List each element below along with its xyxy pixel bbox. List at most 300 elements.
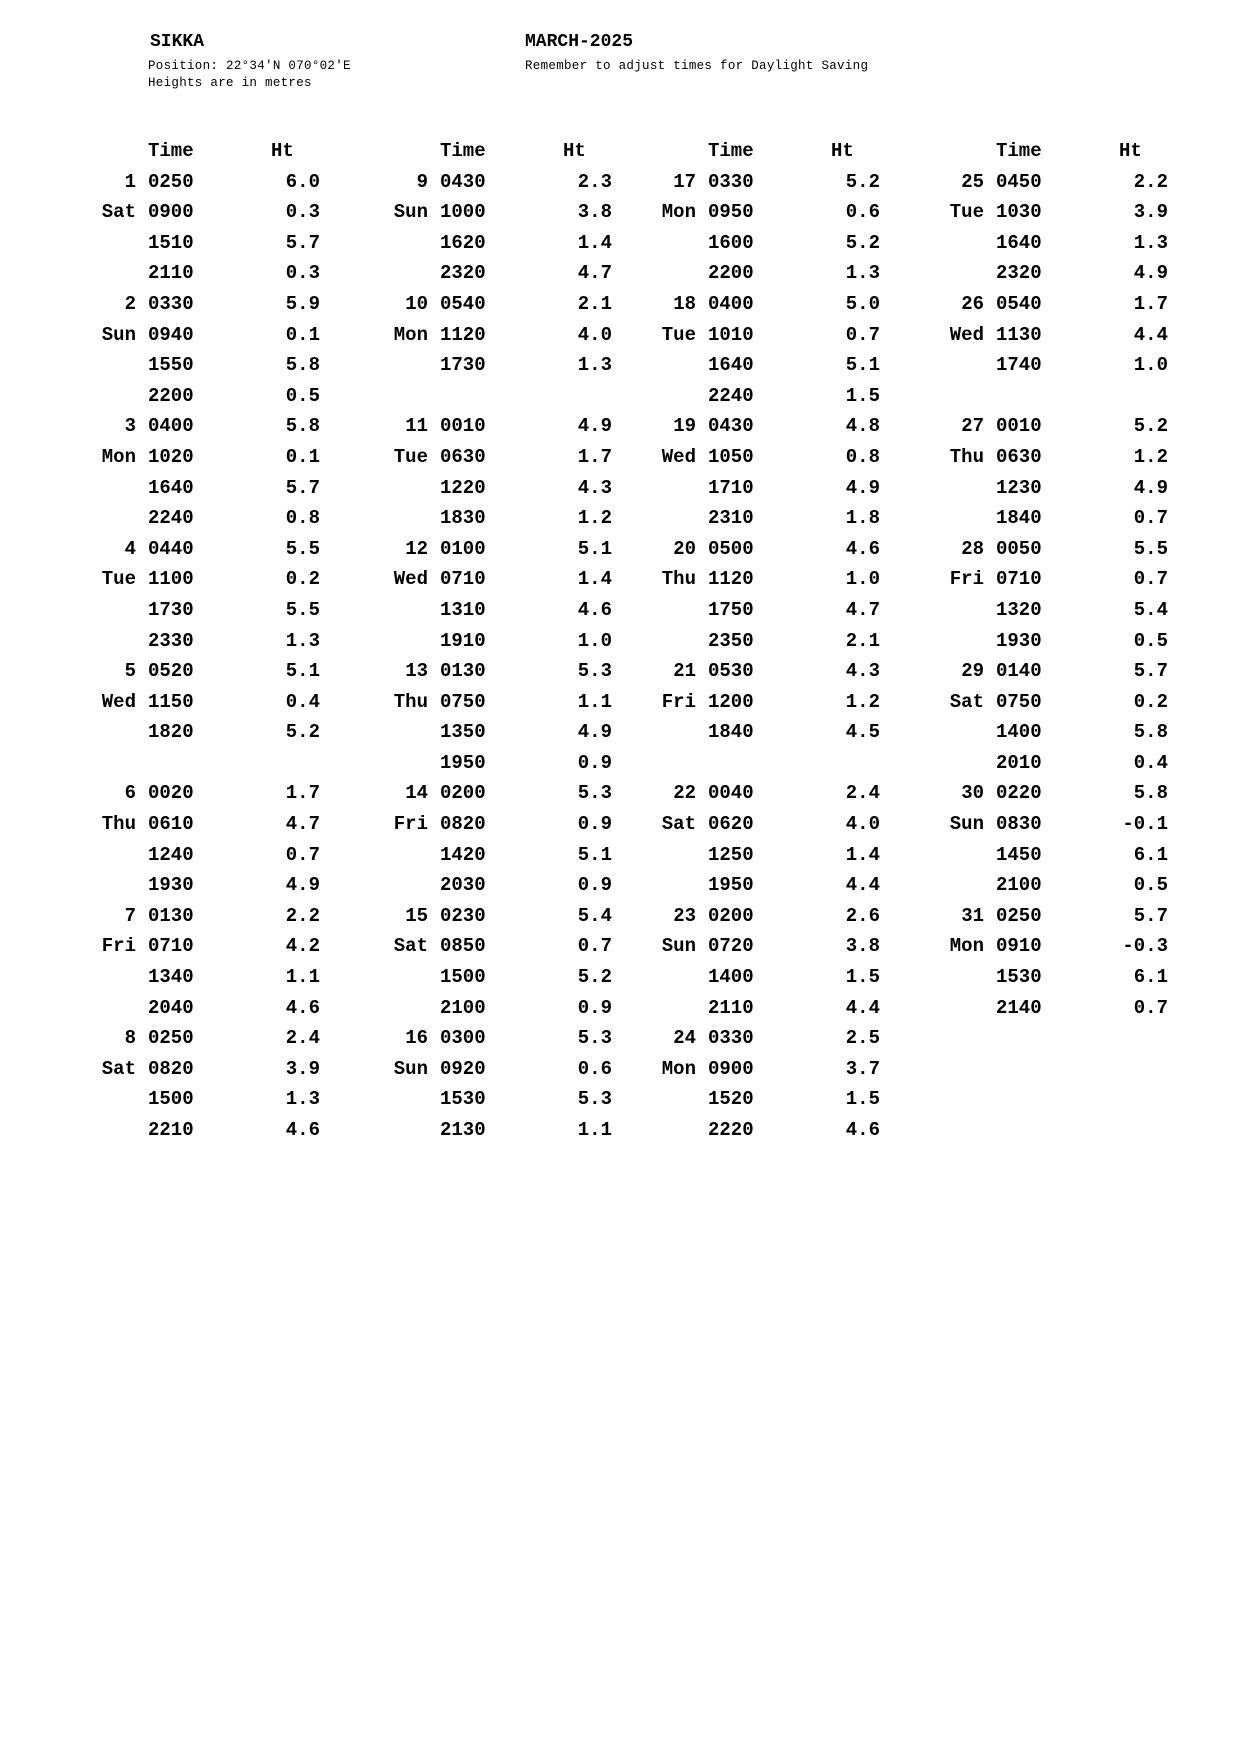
height-header: Ht xyxy=(831,140,854,162)
day-number: 10 xyxy=(405,292,428,315)
column-header xyxy=(98,140,378,171)
tide-height: 2.4 xyxy=(285,1027,320,1050)
tide-rows xyxy=(390,171,670,1150)
tide-row xyxy=(946,507,1226,538)
tide-row xyxy=(946,415,1226,446)
day-of-week: Wed xyxy=(661,445,696,468)
tide-height: 5.3 xyxy=(577,1027,612,1050)
tide-row xyxy=(658,752,938,783)
heights-note: Heights are in metres xyxy=(148,76,312,90)
tide-row xyxy=(658,324,938,355)
tide-height: 1.3 xyxy=(577,354,612,377)
day-of-week: Mon xyxy=(661,1057,696,1080)
tide-row xyxy=(390,599,670,630)
tide-row xyxy=(98,813,378,844)
day-of-week: Thu xyxy=(393,690,428,713)
tide-row xyxy=(390,935,670,966)
tide-time: 1450 xyxy=(996,843,1042,866)
tide-height: 4.4 xyxy=(845,996,880,1019)
day-number: 18 xyxy=(673,292,696,315)
tide-height: 5.2 xyxy=(845,170,880,193)
tide-time: 0540 xyxy=(996,292,1042,315)
tide-height: 4.2 xyxy=(285,935,320,958)
tide-row xyxy=(658,966,938,997)
tide-height: 3.9 xyxy=(1133,201,1168,224)
day-of-week: Wed xyxy=(101,690,136,713)
tide-time: 0250 xyxy=(996,904,1042,927)
tide-time: 0710 xyxy=(440,568,486,591)
day-number: 30 xyxy=(961,782,984,805)
day-number: 5 xyxy=(124,660,136,683)
tide-time: 0400 xyxy=(708,292,754,315)
tide-row xyxy=(390,966,670,997)
month-title: MARCH-2025 xyxy=(525,32,634,52)
tide-time: 2210 xyxy=(148,1119,194,1141)
time-header: Time xyxy=(148,140,194,162)
tide-time: 1200 xyxy=(708,690,754,713)
day-number: 2 xyxy=(124,292,136,315)
tide-height: 1.0 xyxy=(1133,354,1168,377)
tide-time: 2110 xyxy=(708,996,754,1019)
tide-height: 5.8 xyxy=(1133,782,1168,805)
day-number: 11 xyxy=(405,415,428,438)
tide-row xyxy=(390,171,670,202)
day-number: 6 xyxy=(124,782,136,805)
height-header: Ht xyxy=(563,140,586,162)
tide-height: 1.0 xyxy=(845,568,880,591)
tide-height: 4.7 xyxy=(285,813,320,836)
day-of-week: Sun xyxy=(661,935,696,958)
tide-height: 4.3 xyxy=(845,660,880,683)
tide-row xyxy=(658,844,938,875)
tide-time: 0500 xyxy=(708,537,754,560)
tide-time: 0010 xyxy=(440,415,486,438)
tide-row xyxy=(98,538,378,569)
tide-height: 4.7 xyxy=(845,598,880,621)
tide-time: 0450 xyxy=(996,170,1042,193)
tide-height: 4.6 xyxy=(845,537,880,560)
tide-row xyxy=(390,1058,670,1089)
tide-time: 2140 xyxy=(996,996,1042,1019)
tide-time: 0050 xyxy=(996,537,1042,560)
tide-height: 5.5 xyxy=(285,537,320,560)
tide-time: 0220 xyxy=(996,782,1042,805)
tide-time: 1220 xyxy=(440,476,486,499)
station-name: SIKKA xyxy=(150,32,205,52)
tide-height: -0.1 xyxy=(1122,813,1168,836)
tide-row xyxy=(946,997,1226,1028)
tide-time: 1500 xyxy=(148,1088,194,1111)
tide-row xyxy=(390,262,670,293)
tide-row xyxy=(98,354,378,385)
tide-row xyxy=(946,874,1226,905)
day-of-week: Sat xyxy=(101,201,136,224)
height-header: Ht xyxy=(1119,140,1142,162)
tide-row xyxy=(658,691,938,722)
tide-time: 0430 xyxy=(440,170,486,193)
tide-row xyxy=(658,1088,938,1119)
day-number: 19 xyxy=(673,415,696,438)
tide-row xyxy=(946,782,1226,813)
tide-height: 5.1 xyxy=(577,537,612,560)
tide-time: 0430 xyxy=(708,415,754,438)
tide-row xyxy=(658,1027,938,1058)
tide-row xyxy=(658,171,938,202)
tide-height: 0.4 xyxy=(1133,751,1168,774)
tide-height: 0.6 xyxy=(845,201,880,224)
tide-height: -0.3 xyxy=(1122,935,1168,958)
day-of-week: Sun xyxy=(949,813,984,836)
tide-height: 3.8 xyxy=(845,935,880,958)
tide-row xyxy=(98,1119,378,1150)
day-of-week: Thu xyxy=(101,813,136,836)
tide-height: 0.2 xyxy=(1133,690,1168,713)
tide-height: 4.9 xyxy=(285,874,320,897)
tide-time: 2110 xyxy=(148,262,194,285)
tide-time: 2240 xyxy=(148,507,194,530)
tide-height: 5.9 xyxy=(285,292,320,315)
tide-height: 0.1 xyxy=(285,445,320,468)
tide-height: 0.7 xyxy=(285,843,320,866)
tide-time: 1750 xyxy=(708,598,754,621)
day-number: 28 xyxy=(961,537,984,560)
tide-row xyxy=(98,201,378,232)
tide-height: 1.1 xyxy=(577,690,612,713)
tide-time: 1520 xyxy=(708,1088,754,1111)
day-number: 27 xyxy=(961,415,984,438)
tide-time: 0130 xyxy=(440,660,486,683)
tide-height: 5.5 xyxy=(285,598,320,621)
tide-row xyxy=(658,997,938,1028)
tide-row xyxy=(658,599,938,630)
day-number: 1 xyxy=(124,170,136,193)
tide-row xyxy=(390,201,670,232)
tide-row xyxy=(390,752,670,783)
tide-row xyxy=(946,477,1226,508)
tide-height: 2.4 xyxy=(845,782,880,805)
tide-time: 0330 xyxy=(708,1027,754,1050)
tide-row xyxy=(98,232,378,263)
day-of-week: Thu xyxy=(949,445,984,468)
tide-time: 0100 xyxy=(440,537,486,560)
tide-time: 0540 xyxy=(440,292,486,315)
tide-height: 4.6 xyxy=(845,1119,880,1141)
dst-note: Remember to adjust times for Daylight Saving xyxy=(525,59,869,73)
tide-row xyxy=(946,385,1226,416)
tide-row xyxy=(390,1119,670,1150)
tide-row xyxy=(98,507,378,538)
tide-time: 1240 xyxy=(148,843,194,866)
tide-time: 1550 xyxy=(148,354,194,377)
tide-height: 5.8 xyxy=(285,415,320,438)
tide-time: 2240 xyxy=(708,384,754,407)
tide-time: 1930 xyxy=(996,629,1042,652)
tide-row xyxy=(98,324,378,355)
tide-time: 0040 xyxy=(708,782,754,805)
tide-row xyxy=(658,630,938,661)
tide-row xyxy=(390,568,670,599)
tide-row xyxy=(390,415,670,446)
day-of-week: Tue xyxy=(393,445,428,468)
tide-rows xyxy=(658,171,938,1150)
tide-time: 0910 xyxy=(996,935,1042,958)
tide-height: 1.4 xyxy=(577,568,612,591)
tide-height: 5.7 xyxy=(1133,904,1168,927)
tide-row xyxy=(98,905,378,936)
tide-time: 0250 xyxy=(148,170,194,193)
tide-height: 5.7 xyxy=(1133,660,1168,683)
tide-row xyxy=(946,844,1226,875)
day-number: 7 xyxy=(124,904,136,927)
tide-height: 2.6 xyxy=(845,904,880,927)
tide-row xyxy=(946,752,1226,783)
tide-height: 6.0 xyxy=(285,170,320,193)
tide-row xyxy=(658,905,938,936)
day-of-week: Sat xyxy=(101,1057,136,1080)
tide-height: 5.1 xyxy=(577,843,612,866)
tide-row xyxy=(946,599,1226,630)
tide-time: 0850 xyxy=(440,935,486,958)
tide-time: 0720 xyxy=(708,935,754,958)
tide-column-1 xyxy=(98,140,378,1150)
tide-row xyxy=(658,293,938,324)
column-header xyxy=(390,140,670,171)
tide-time: 1740 xyxy=(996,354,1042,377)
tide-time: 1350 xyxy=(440,721,486,744)
tide-row xyxy=(946,354,1226,385)
day-of-week: Fri xyxy=(101,935,136,958)
tide-time: 1050 xyxy=(708,445,754,468)
tide-height: 0.5 xyxy=(1133,629,1168,652)
tide-row xyxy=(390,1027,670,1058)
tide-height: 4.4 xyxy=(1133,323,1168,346)
tide-height: 4.8 xyxy=(845,415,880,438)
tide-height: 6.1 xyxy=(1133,843,1168,866)
tide-height: 4.7 xyxy=(577,262,612,285)
tide-time: 1250 xyxy=(708,843,754,866)
tide-row xyxy=(390,874,670,905)
tide-height: 5.2 xyxy=(285,721,320,744)
tide-height: 5.2 xyxy=(845,231,880,254)
day-of-week: Mon xyxy=(949,935,984,958)
height-header: Ht xyxy=(271,140,294,162)
tide-row xyxy=(98,568,378,599)
tide-time: 1000 xyxy=(440,201,486,224)
tide-time: 2320 xyxy=(996,262,1042,285)
day-of-week: Fri xyxy=(949,568,984,591)
tide-height: 2.2 xyxy=(1133,170,1168,193)
day-of-week: Mon xyxy=(661,201,696,224)
tide-time: 0610 xyxy=(148,813,194,836)
day-number: 20 xyxy=(673,537,696,560)
tide-row xyxy=(658,1058,938,1089)
day-of-week: Thu xyxy=(661,568,696,591)
tide-height: 5.5 xyxy=(1133,537,1168,560)
tide-time: 1010 xyxy=(708,323,754,346)
tide-time: 0250 xyxy=(148,1027,194,1050)
tide-row xyxy=(98,966,378,997)
tide-row xyxy=(390,660,670,691)
tide-time: 1340 xyxy=(148,966,194,989)
tide-height: 5.4 xyxy=(577,904,612,927)
day-number: 3 xyxy=(124,415,136,438)
day-number: 9 xyxy=(416,170,428,193)
tide-row xyxy=(98,630,378,661)
day-number: 31 xyxy=(961,904,984,927)
tide-height: 5.2 xyxy=(1133,415,1168,438)
tide-row xyxy=(946,232,1226,263)
tide-row xyxy=(98,171,378,202)
tide-time: 0440 xyxy=(148,537,194,560)
tide-height: 1.1 xyxy=(285,966,320,989)
tide-height: 2.1 xyxy=(845,629,880,652)
tide-row xyxy=(658,385,938,416)
tide-height: 3.7 xyxy=(845,1057,880,1080)
tide-height: 5.3 xyxy=(577,660,612,683)
tide-row xyxy=(98,844,378,875)
tide-height: 5.1 xyxy=(845,354,880,377)
tide-height: 4.4 xyxy=(845,874,880,897)
tide-row xyxy=(98,782,378,813)
day-number: 29 xyxy=(961,660,984,683)
tide-time: 0630 xyxy=(996,445,1042,468)
day-number: 14 xyxy=(405,782,428,805)
tide-row xyxy=(390,1088,670,1119)
day-number: 4 xyxy=(124,537,136,560)
tide-time: 1730 xyxy=(440,354,486,377)
tide-time: 0300 xyxy=(440,1027,486,1050)
tide-height: 0.2 xyxy=(285,568,320,591)
tide-time: 1150 xyxy=(148,690,194,713)
tide-row xyxy=(390,721,670,752)
position-text: Position: 22°34'N 070°02'E xyxy=(148,59,351,73)
tide-height: 0.7 xyxy=(1133,507,1168,530)
tide-row xyxy=(390,232,670,263)
tide-time: 1310 xyxy=(440,598,486,621)
tide-height: 5.8 xyxy=(1133,721,1168,744)
tide-height: 1.3 xyxy=(285,1088,320,1111)
tide-time: 0140 xyxy=(996,660,1042,683)
tide-time: 2350 xyxy=(708,629,754,652)
tide-row xyxy=(658,477,938,508)
tide-time: 2100 xyxy=(996,874,1042,897)
tide-height: 3.8 xyxy=(577,201,612,224)
tide-height: 5.1 xyxy=(285,660,320,683)
day-of-week: Tue xyxy=(101,568,136,591)
tide-time: 0200 xyxy=(440,782,486,805)
tide-row xyxy=(98,691,378,722)
tide-height: 0.9 xyxy=(577,874,612,897)
tide-row xyxy=(946,660,1226,691)
tide-row xyxy=(390,385,670,416)
tide-row xyxy=(98,477,378,508)
tide-time: 1950 xyxy=(440,751,486,774)
tide-row xyxy=(390,905,670,936)
tide-time: 2320 xyxy=(440,262,486,285)
tide-height: 0.9 xyxy=(577,813,612,836)
tide-row xyxy=(98,874,378,905)
tide-row xyxy=(946,966,1226,997)
tide-row xyxy=(658,721,938,752)
tide-row xyxy=(946,171,1226,202)
tide-height: 5.0 xyxy=(845,292,880,315)
tide-time: 1840 xyxy=(996,507,1042,530)
tide-row xyxy=(946,905,1226,936)
tide-time: 1910 xyxy=(440,629,486,652)
tide-height: 0.4 xyxy=(285,690,320,713)
day-number: 13 xyxy=(405,660,428,683)
tide-row xyxy=(98,721,378,752)
tide-row xyxy=(946,630,1226,661)
tide-row xyxy=(390,446,670,477)
tide-row xyxy=(390,997,670,1028)
tide-row xyxy=(98,385,378,416)
tide-height: 0.5 xyxy=(285,384,320,407)
day-number: 25 xyxy=(961,170,984,193)
tide-height: 1.7 xyxy=(285,782,320,805)
tide-row xyxy=(390,354,670,385)
tide-height: 5.4 xyxy=(1133,598,1168,621)
tide-column-4 xyxy=(946,140,1226,1027)
day-of-week: Sat xyxy=(393,935,428,958)
tide-height: 1.1 xyxy=(577,1119,612,1141)
tide-height: 4.6 xyxy=(285,996,320,1019)
tide-row xyxy=(98,1088,378,1119)
tide-height: 0.6 xyxy=(577,1057,612,1080)
tide-row xyxy=(658,538,938,569)
tide-height: 1.2 xyxy=(577,507,612,530)
tide-height: 0.5 xyxy=(1133,874,1168,897)
tide-time: 1230 xyxy=(996,476,1042,499)
tide-row xyxy=(946,935,1226,966)
tide-height: 6.1 xyxy=(1133,966,1168,989)
tide-height: 0.1 xyxy=(285,323,320,346)
day-number: 21 xyxy=(673,660,696,683)
tide-height: 4.5 xyxy=(845,721,880,744)
tide-height: 2.2 xyxy=(285,904,320,927)
tide-time: 0020 xyxy=(148,782,194,805)
tide-time: 0520 xyxy=(148,660,194,683)
tide-time: 1130 xyxy=(996,323,1042,346)
tide-height: 1.0 xyxy=(577,629,612,652)
tide-time: 0130 xyxy=(148,904,194,927)
tide-height: 1.3 xyxy=(1133,231,1168,254)
tide-time: 1400 xyxy=(708,966,754,989)
tide-time: 1620 xyxy=(440,231,486,254)
day-of-week: Sat xyxy=(949,690,984,713)
tide-time: 0710 xyxy=(996,568,1042,591)
tide-height: 4.9 xyxy=(577,721,612,744)
tide-height: 3.9 xyxy=(285,1057,320,1080)
tide-time: 2310 xyxy=(708,507,754,530)
day-of-week: Sun xyxy=(393,1057,428,1080)
tide-height: 4.6 xyxy=(577,598,612,621)
tide-row xyxy=(946,324,1226,355)
day-of-week: Fri xyxy=(393,813,428,836)
tide-row xyxy=(658,232,938,263)
tide-time: 0820 xyxy=(440,813,486,836)
tide-time: 2040 xyxy=(148,996,194,1019)
tide-row xyxy=(98,415,378,446)
tide-time: 2130 xyxy=(440,1119,486,1141)
tide-time: 1030 xyxy=(996,201,1042,224)
tide-time: 1120 xyxy=(708,568,754,591)
tide-row xyxy=(658,262,938,293)
tide-row xyxy=(946,446,1226,477)
tide-time: 2200 xyxy=(148,384,194,407)
tide-row xyxy=(98,997,378,1028)
tide-row xyxy=(98,446,378,477)
